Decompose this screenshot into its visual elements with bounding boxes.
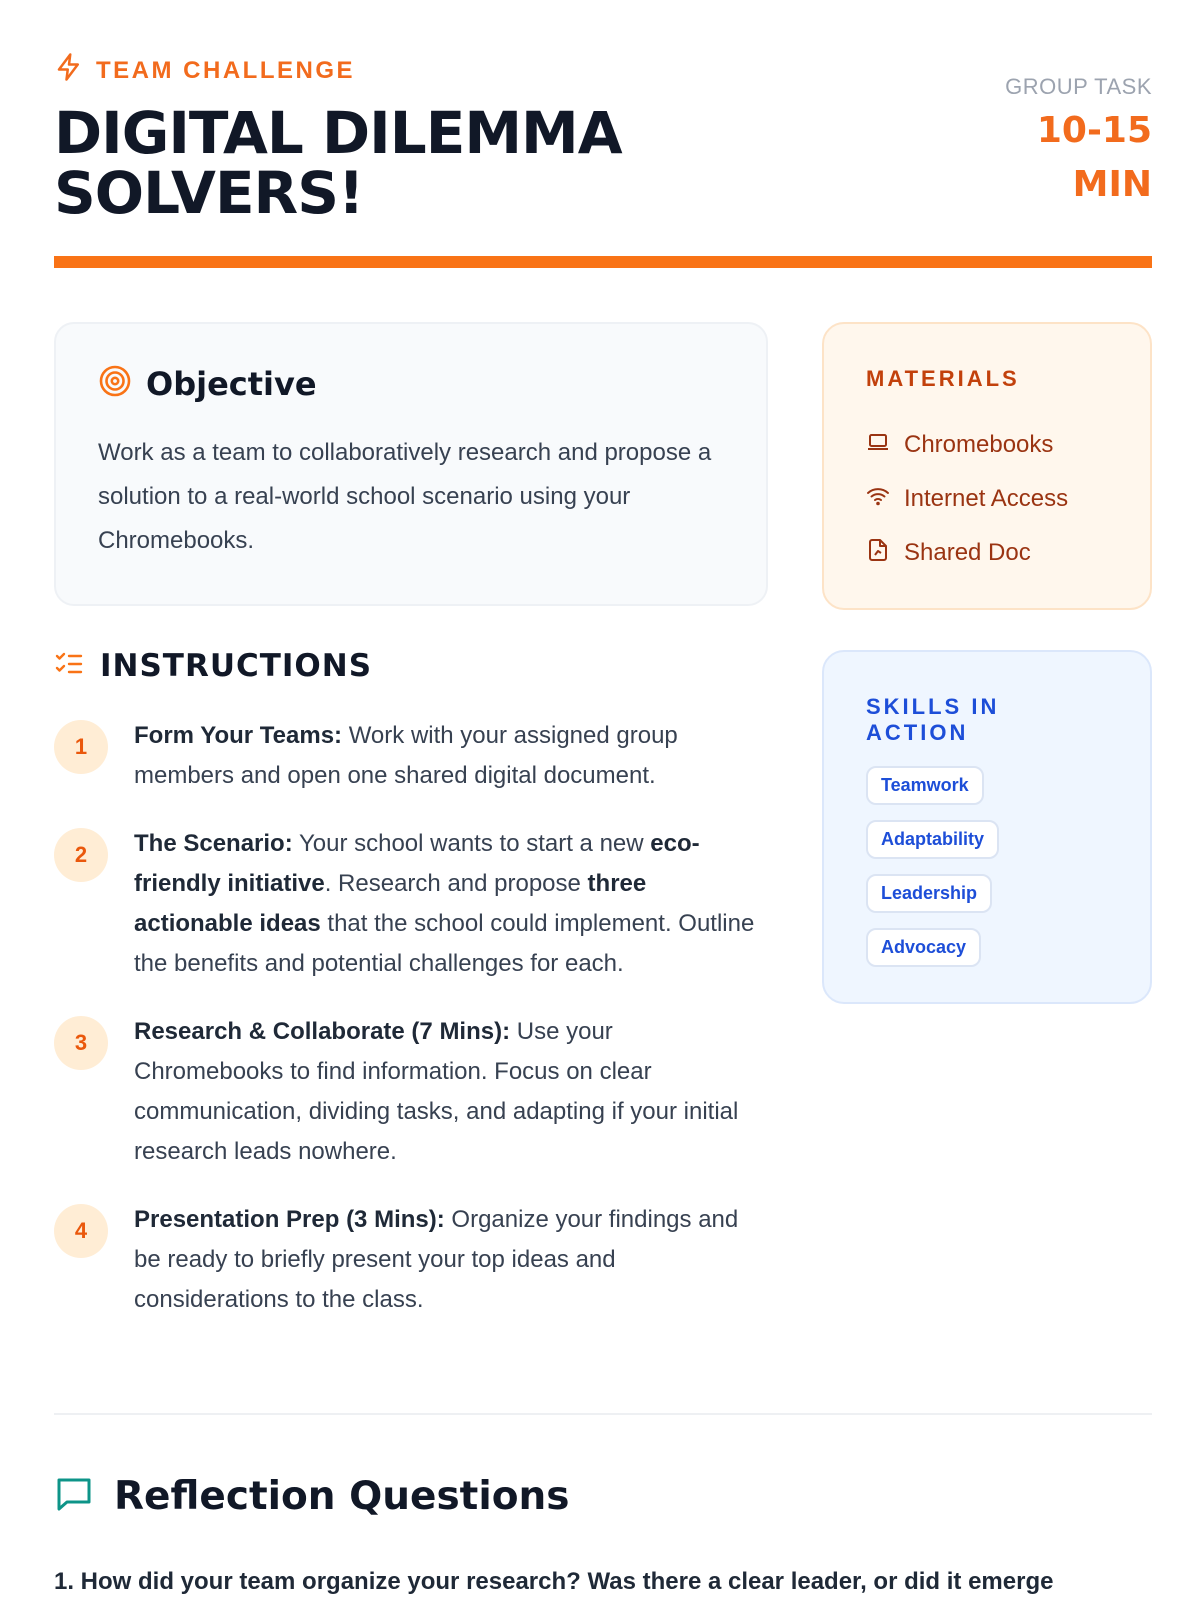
speech-bubble-icon: [54, 1474, 94, 1519]
materials-item-label: Internet Access: [904, 485, 1069, 512]
document-icon: [866, 538, 890, 569]
materials-item: [866, 526, 1108, 580]
step-run: that the school could implement. Outline the benefits and potential challenges for each.: [134, 910, 755, 977]
skill-tag-adaptability: Adaptability: [866, 820, 999, 859]
objective-card: [54, 322, 768, 606]
objective-text: Work as a team to collaboratively research and propose a solution to a real-world school scenario using your Chromebooks.: [98, 439, 712, 554]
step-emphasis: The Scenario:: [134, 830, 293, 857]
step-text: [134, 824, 768, 984]
checklist-icon: [54, 649, 84, 684]
materials-list: [866, 418, 1108, 580]
materials-card: [822, 322, 1152, 610]
skills-card: [822, 650, 1152, 1004]
skill-tag-leadership: Leadership: [866, 874, 992, 913]
reflection-header: [54, 1474, 569, 1519]
reflection-question: 1. How did your team organize your research? Was there a clear leader, or did it emerge: [54, 1568, 1054, 1595]
step-number: 1: [54, 720, 108, 774]
skill-tag-advocacy: Advocacy: [866, 928, 981, 967]
skill-tag-teamwork: Teamwork: [866, 766, 984, 805]
laptop-icon: [866, 430, 890, 461]
header-divider: [54, 256, 1152, 268]
task-time: 10-15 MIN: [1036, 110, 1152, 205]
step-run: Your school wants to start a new: [292, 830, 651, 857]
header: [54, 52, 1152, 227]
task-label: GROUP TASK: [1005, 74, 1152, 99]
instruction-step: [54, 1012, 768, 1172]
instruction-step: [54, 1200, 768, 1320]
objective-title: Objective: [146, 364, 317, 403]
step-number: 3: [54, 1016, 108, 1070]
task-badge: [1005, 74, 1152, 212]
lightning-icon: [54, 52, 84, 89]
materials-item: [866, 418, 1108, 472]
page-title: DIGITAL DILEMMA SOLVERS!: [54, 99, 622, 227]
skills-list: [866, 766, 1108, 967]
instruction-step: [54, 716, 768, 796]
step-emphasis: three actionable ideas: [134, 870, 647, 937]
objective-header: [98, 364, 724, 403]
eyebrow-text: TEAM CHALLENGE: [96, 56, 355, 84]
target-icon: [98, 364, 132, 403]
step-text: [134, 716, 768, 796]
step-run: Use your Chromebooks to find information. Focus on clear communication, dividing tasks, and adapting if your initial research leads nowhere.: [134, 1018, 739, 1165]
instruction-step: [54, 824, 768, 984]
eyebrow: [54, 52, 1152, 89]
step-text: [134, 1200, 768, 1320]
step-emphasis: Presentation Prep (3 Mins):: [134, 1206, 445, 1233]
step-emphasis: eco-friendly initiative: [134, 830, 700, 897]
section-divider: [54, 1413, 1152, 1415]
step-number: 2: [54, 828, 108, 882]
reflection-title: Reflection Questions: [114, 1474, 570, 1519]
materials-item-label: Shared Doc: [904, 539, 1031, 566]
wifi-icon: [866, 484, 890, 515]
instructions-list: [54, 716, 768, 1348]
step-run: . Research and propose: [324, 870, 588, 897]
step-emphasis: Research & Collaborate (7 Mins):: [134, 1018, 511, 1045]
instructions-title: INSTRUCTIONS: [100, 648, 373, 684]
materials-item-label: Chromebooks: [904, 431, 1054, 458]
instructions-header: [54, 648, 372, 684]
step-text: [134, 1012, 768, 1172]
materials-item: [866, 472, 1108, 526]
step-number: 4: [54, 1204, 108, 1258]
step-run: Work with your assigned group members and open one shared digital document.: [134, 722, 678, 789]
materials-label: MATERIALS: [866, 366, 1020, 391]
step-emphasis: Form Your Teams:: [134, 722, 343, 749]
skills-label: SKILLS IN ACTION: [866, 694, 1000, 745]
step-run: Organize your findings and be ready to briefly present your top ideas and considerations to the class.: [134, 1206, 739, 1313]
